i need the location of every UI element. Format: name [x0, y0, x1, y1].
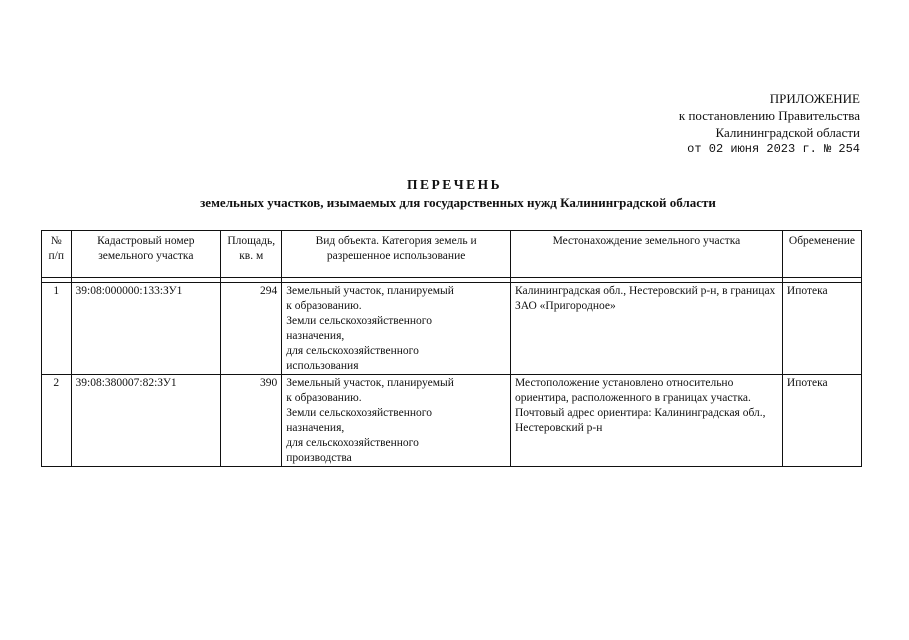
row-encumbrance: Ипотека [782, 283, 861, 375]
row-number: 1 [42, 283, 72, 375]
header-encumbrance: Обременение [782, 231, 861, 278]
row-object-kind [282, 375, 511, 467]
header-object-kind: Вид объекта. Категория земель и разрешенное использование [282, 231, 511, 278]
row-cadastral-number: 39:08:000000:133:ЗУ1 [71, 283, 221, 375]
table-row [42, 375, 862, 467]
document-title: ПЕРЕЧЕНЬ [406, 177, 503, 192]
kind-line: к образованию. [286, 392, 362, 404]
kind-line: использования [286, 360, 359, 372]
header-cadastral-number: Кадастровый номер земельного участка [71, 231, 221, 278]
appendix-title: ПРИЛОЖЕНИЕ [769, 91, 860, 106]
row-location: Калининградская обл., Нестеровский р-н, в границах ЗАО «Пригородное» [510, 283, 782, 375]
kind-line: назначения, [286, 330, 345, 342]
row-object-kind [282, 283, 511, 375]
land-parcels-table [41, 230, 862, 467]
row-cadastral-number: 39:08:380007:82:ЗУ1 [71, 375, 221, 467]
kind-line: для сельскохозяйственного [286, 437, 419, 449]
kind-line: производства [286, 452, 352, 464]
document-subtitle: земельных участков, изымаемых для государственных нужд Калининградской области [200, 195, 716, 210]
appendix-date-line: от 02 июня 2023 г. № 254 [687, 142, 860, 156]
appendix-line-decree: к постановлению Правительства [678, 108, 860, 123]
kind-line: для сельскохозяйственного [286, 345, 419, 357]
kind-line: Земли сельскохозяйственного [286, 315, 432, 327]
header-number: № п/п [42, 231, 72, 278]
row-location: Местоположение установлено относительно ориентира, расположенного в границах участка. Почтовый адрес ориентира: Калининградская обл., Нестеровский р-н [510, 375, 782, 467]
row-number: 2 [42, 375, 72, 467]
table-row [42, 283, 862, 375]
appendix-block [600, 90, 860, 158]
kind-line: Земли сельскохозяйственного [286, 407, 432, 419]
header-location: Местонахождение земельного участка [510, 231, 782, 278]
kind-line: Земельный участок, планируемый [286, 377, 454, 389]
row-area: 294 [221, 283, 282, 375]
row-area: 390 [221, 375, 282, 467]
row-encumbrance: Ипотека [782, 375, 861, 467]
appendix-line-region: Калининградской области [715, 125, 860, 140]
kind-line: назначения, [286, 422, 345, 434]
header-area: Площадь, кв. м [221, 231, 282, 278]
table-header-row [42, 231, 862, 278]
kind-line: к образованию. [286, 300, 362, 312]
kind-line: Земельный участок, планируемый [286, 285, 454, 297]
